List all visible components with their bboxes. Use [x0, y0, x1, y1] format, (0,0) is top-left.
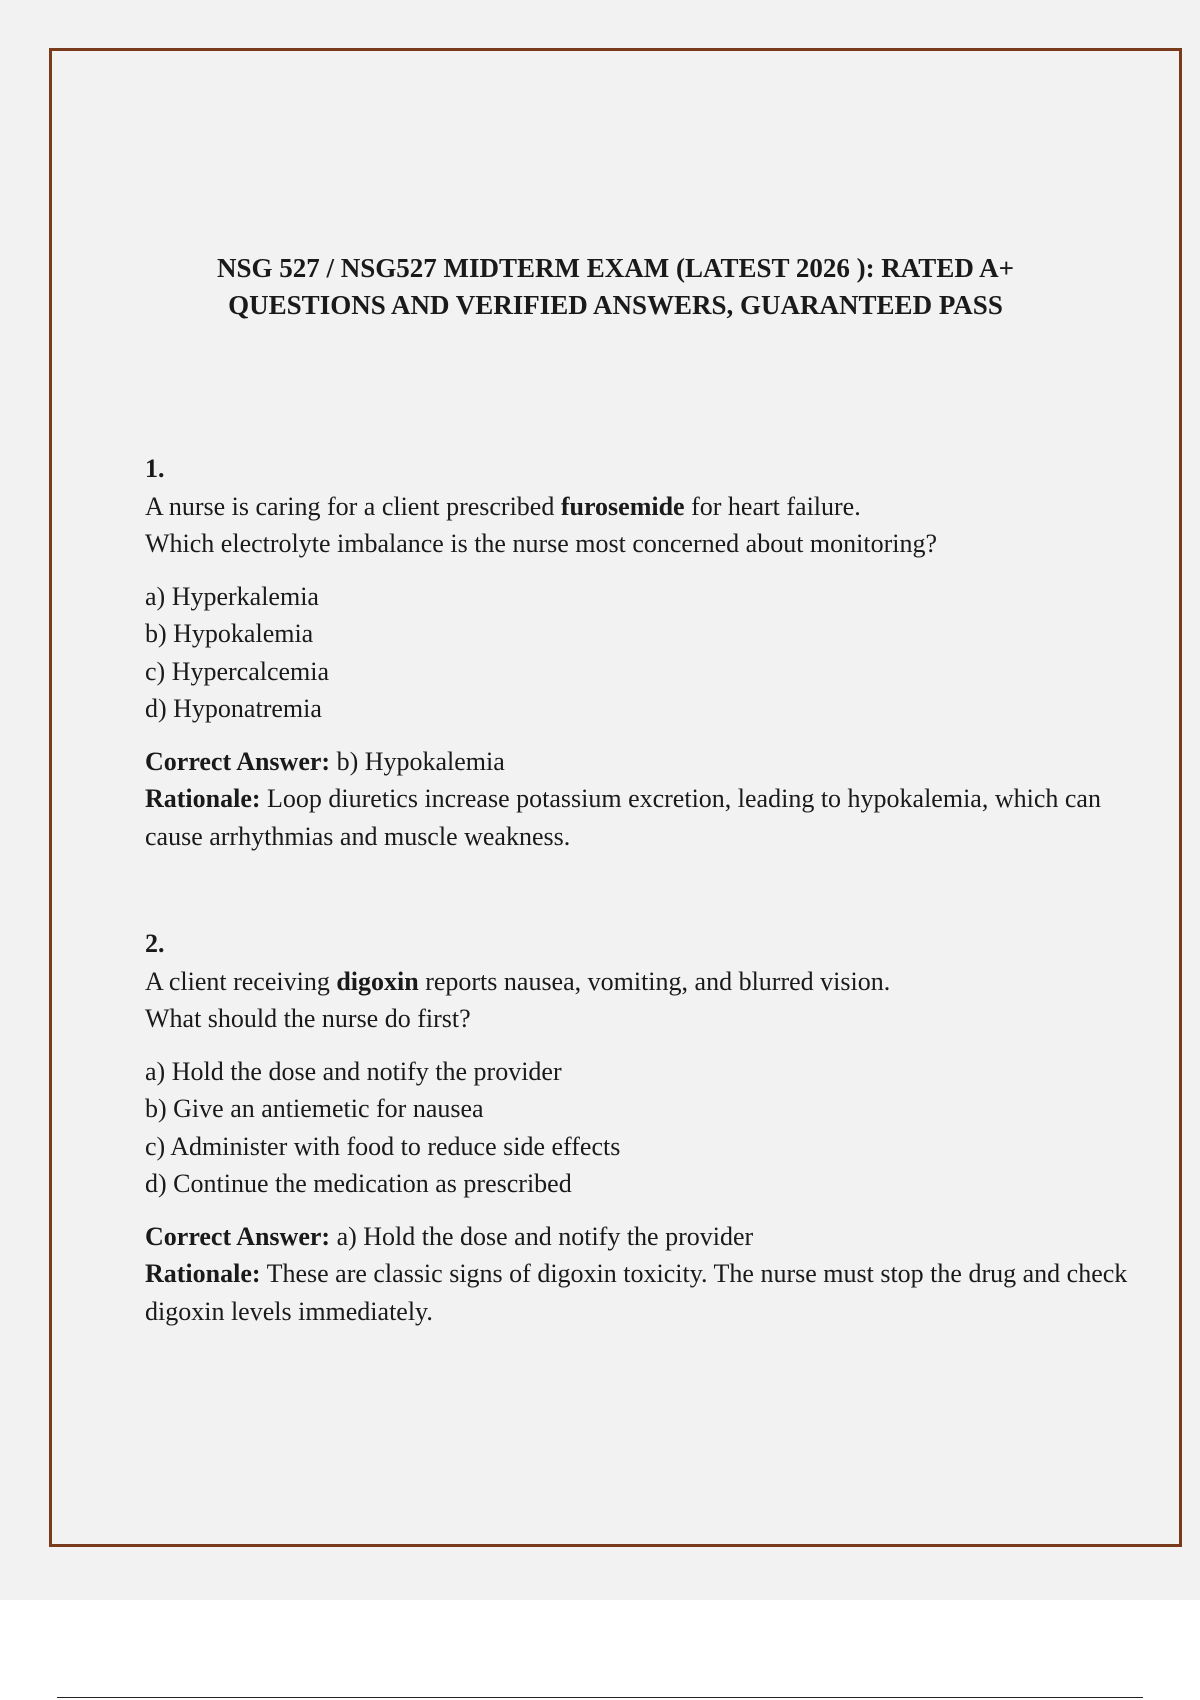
drug-name: furosemide: [560, 491, 685, 521]
option-b: b) Give an antiemetic for nausea: [145, 1094, 484, 1123]
rationale-label: Rationale:: [145, 1259, 261, 1288]
footer-divider: [57, 1697, 1143, 1698]
option-a: a) Hyperkalemia: [145, 581, 319, 611]
question-2: [145, 925, 1145, 1330]
document-title: [49, 250, 1182, 324]
correct-answer: [145, 743, 1145, 781]
question-text-end: reports nausea, vomiting, and blurred vision.: [418, 966, 891, 996]
question-text-start: A client receiving: [145, 966, 337, 996]
rationale: [145, 780, 1145, 855]
rationale-label: Rationale:: [145, 784, 261, 813]
answer-options: [145, 1053, 1145, 1203]
question-number: 2.: [145, 929, 165, 958]
question-prompt: What should the nurse do first?: [145, 1004, 471, 1033]
option-d: d) Continue the medication as prescribed: [145, 1169, 572, 1198]
drug-name: digoxin: [336, 966, 419, 996]
question-1: [145, 450, 1145, 855]
option-b: b) Hypokalemia: [145, 619, 314, 648]
title-line-2: QUESTIONS AND VERIFIED ANSWERS, GUARANTEED PASS: [228, 290, 1003, 320]
correct-answer-value: b) Hypokalemia: [330, 746, 505, 776]
option-c: c) Hypercalcemia: [145, 656, 330, 686]
question-text-end: for heart failure.: [684, 491, 861, 521]
question-number: 1.: [145, 454, 165, 483]
title-line-1: NSG 527 / NSG527 MIDTERM EXAM (LATEST 2026 ): RATED A+: [217, 253, 1014, 283]
question-text: [145, 963, 1145, 1001]
correct-answer-value: a) Hold the dose and notify the provider: [330, 1221, 754, 1251]
rationale-text: These are classic signs of digoxin toxicity. The nurse must stop the drug and check digoxin levels immediately.: [145, 1259, 1128, 1326]
correct-answer: [145, 1218, 1145, 1256]
question-text: [145, 488, 1145, 526]
question-text-start: A nurse is caring for a client prescribed: [145, 491, 561, 521]
answer-options: [145, 578, 1145, 728]
correct-answer-label: Correct Answer:: [145, 746, 331, 776]
option-a: a) Hold the dose and notify the provider: [145, 1056, 562, 1086]
correct-answer-label: Correct Answer:: [145, 1221, 331, 1251]
rationale-text: Loop diuretics increase potassium excretion, leading to hypokalemia, which can cause arrhythmias and muscle weakness.: [145, 784, 1101, 851]
rationale: [145, 1255, 1145, 1330]
option-c: c) Administer with food to reduce side effects: [145, 1131, 621, 1161]
question-prompt: Which electrolyte imbalance is the nurse most concerned about monitoring?: [145, 529, 938, 558]
option-d: d) Hyponatremia: [145, 694, 322, 723]
